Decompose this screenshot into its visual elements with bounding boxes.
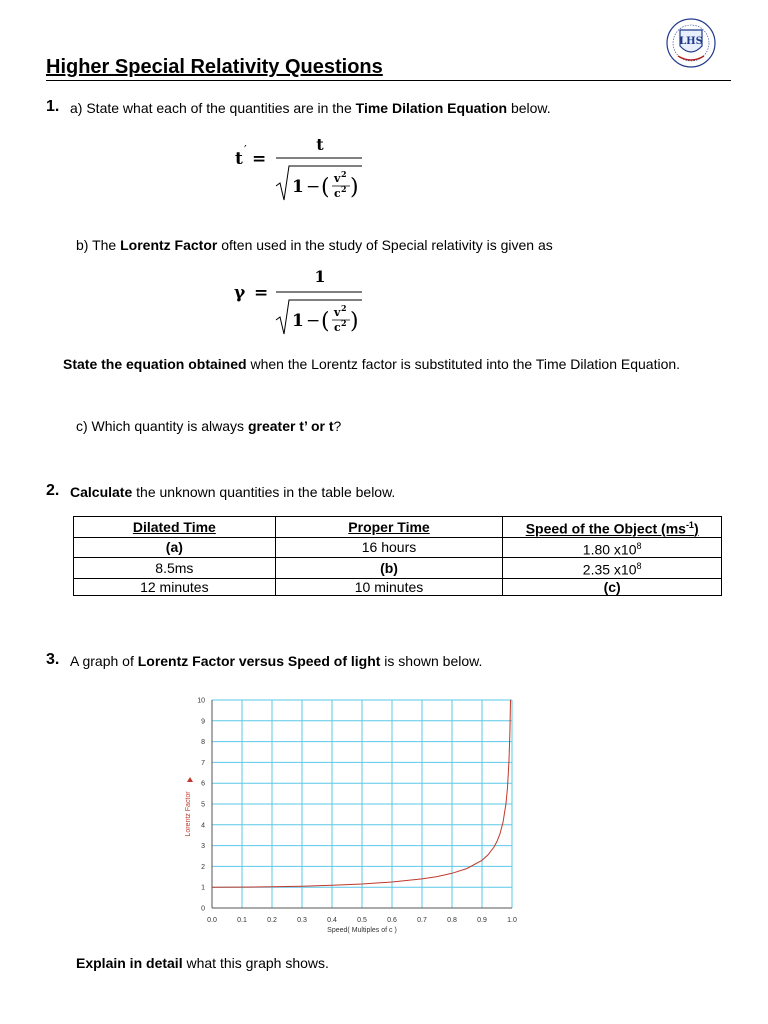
table-cell: 1.80 $x10^8$ (503, 537, 722, 558)
logo-lettering: LHS (679, 36, 703, 47)
x-tick-label: 0.1 (237, 917, 247, 924)
x-tick-label: 1.0 (507, 917, 517, 924)
lorentz-factor-chart (180, 692, 520, 942)
table-row (74, 578, 722, 595)
table-cell: (a) (74, 537, 276, 558)
y-tick-label: 9 (201, 718, 205, 726)
table-row (74, 558, 722, 579)
y-tick-label: 1 (201, 884, 205, 892)
y-tick-label: 7 (201, 759, 205, 767)
x-tick-label: 0.7 (417, 917, 427, 924)
x-axis-label: Speed( Multiples of c ) (327, 927, 397, 934)
table-cell: 10 minutes (275, 578, 503, 595)
table-cell: 2.35 $x10^8$ (503, 558, 722, 579)
table-cell: 8.5ms (74, 558, 276, 579)
x-tick-label: 0.9 (477, 917, 487, 924)
svg-text:(: ( (321, 309, 330, 334)
x-tick-label: 0.8 (447, 917, 457, 924)
svg-text:′: ′ (244, 143, 247, 157)
page-title: Higher Special Relativity Questions (46, 56, 383, 78)
lorentz-factor-series-line (212, 700, 511, 887)
y-tick-label: 0 (201, 905, 205, 913)
svg-text:2: 2 (341, 303, 347, 313)
q2-text: Calculate the unknown quantities in the table below. (70, 484, 396, 500)
svg-text:1: 1 (292, 177, 304, 197)
table-cell: (c) (503, 578, 722, 595)
svg-text:t: t (235, 149, 243, 169)
svg-text:2: 2 (341, 318, 347, 328)
table-header-cell: Speed of the Object $(ms^{-1})$ (503, 517, 722, 538)
svg-text:−: − (306, 311, 321, 331)
table-row (74, 537, 722, 558)
question-3-number: 3. (46, 651, 60, 668)
table-header-cell: Dilated Time (74, 517, 276, 538)
y-tick-label: 5 (201, 801, 205, 809)
title-underline-rule (46, 80, 731, 81)
x-tick-label: 0.3 (297, 917, 307, 924)
x-tick-label: 0.0 (207, 917, 217, 924)
y-tick-label: 8 (201, 739, 205, 747)
y-axis-label: Lorentz Factor (185, 791, 192, 837)
x-tick-label: 0.6 (387, 917, 397, 924)
table-header-cell: Proper Time (275, 517, 503, 538)
y-tick-label: 3 (201, 843, 205, 851)
table-cell: (b) (275, 558, 503, 579)
table-cell: 12 minutes (74, 578, 276, 595)
x-tick-label: 0.2 (267, 917, 277, 924)
q1-part-a-text: a) State what each of the quantities are in the Time Dilation Equation below. (70, 100, 551, 116)
svg-text:): ) (350, 309, 359, 334)
question-1-number: 1. (46, 98, 60, 115)
y-tick-label: 2 (201, 863, 205, 871)
time-dilation-equation (228, 130, 378, 205)
svg-text:1: 1 (314, 267, 326, 286)
y-tick-label: 10 (197, 697, 205, 705)
q3-text: A graph of Lorentz Factor versus Speed of light is shown below. (70, 653, 483, 669)
lorentz-factor-equation (228, 262, 378, 337)
x-tick-label: 0.5 (357, 917, 367, 924)
svg-text:c: c (334, 187, 341, 200)
svg-text:1: 1 (292, 311, 304, 331)
y-tick-label: 6 (201, 780, 205, 788)
table-cell: 16 hours (275, 537, 503, 558)
svg-text:c: c (334, 321, 341, 334)
y-tick-label: 4 (201, 822, 205, 830)
q1-part-c-text: c) Which quantity is always greater t’ or t? (76, 418, 342, 434)
svg-text:): ) (350, 175, 359, 200)
y-axis-arrow-icon (187, 777, 193, 782)
svg-text:2: 2 (341, 184, 347, 194)
q1-state-text: State the equation obtained when the Lorentz factor is substituted into the Time Dilation Equation. (63, 356, 681, 372)
question-2-number: 2. (46, 482, 60, 499)
svg-text:=: = (254, 283, 269, 303)
svg-text:γ: γ (234, 283, 246, 303)
svg-text:v: v (334, 306, 341, 319)
svg-text:(: ( (321, 175, 330, 200)
quantities-table (73, 516, 722, 596)
table-header-row (74, 517, 722, 538)
svg-text:t: t (316, 135, 324, 154)
svg-text:−: − (306, 177, 321, 197)
school-crest-logo (664, 12, 718, 74)
svg-text:=: = (252, 149, 267, 169)
q1-part-b-text: b) The Lorentz Factor often used in the study of Special relativity is given as (76, 237, 553, 253)
q3-explain-text: Explain in detail what this graph shows. (76, 955, 329, 971)
svg-text:2: 2 (341, 169, 347, 179)
svg-text:v: v (334, 172, 341, 185)
x-tick-label: 0.4 (327, 917, 337, 924)
